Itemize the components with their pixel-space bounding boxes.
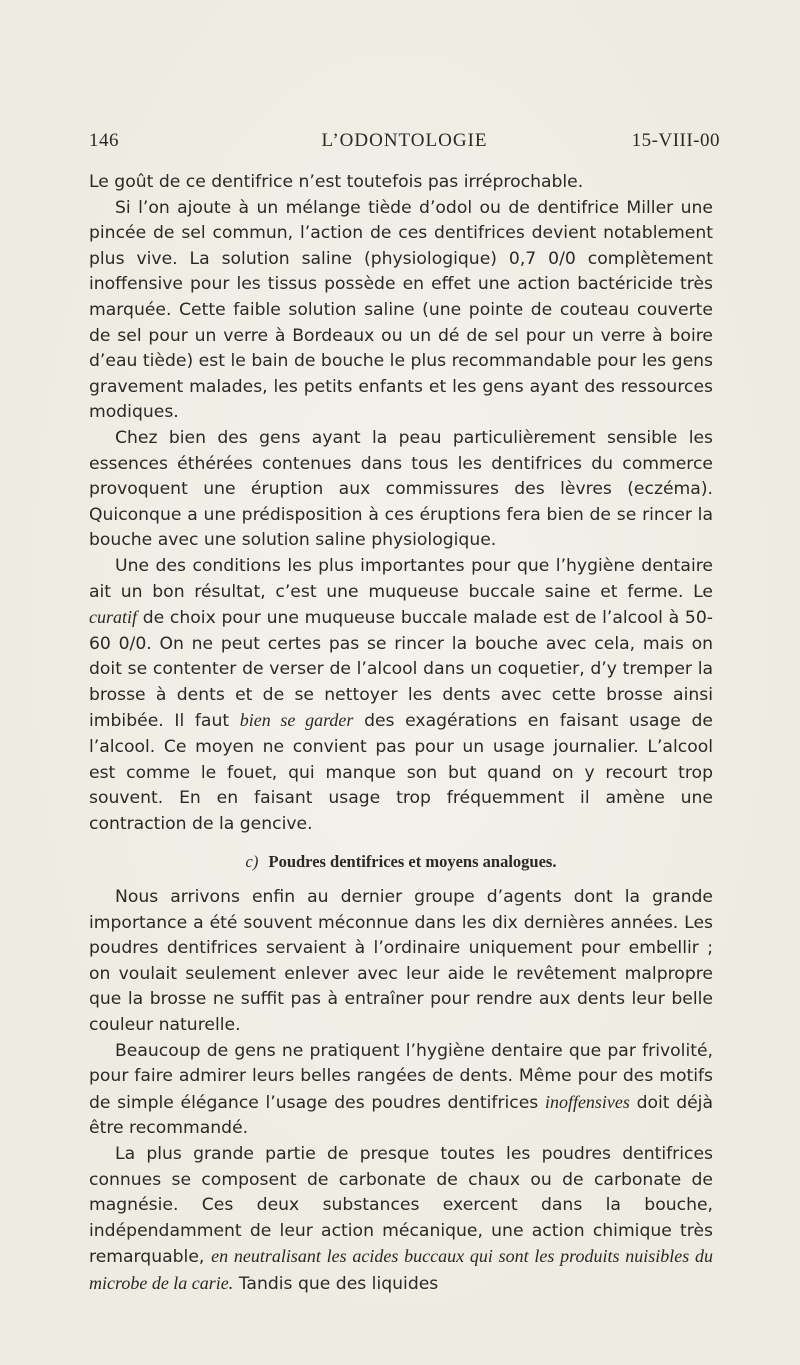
section-heading [89, 849, 713, 875]
paragraph [89, 554, 713, 838]
text-run: Une des conditions les plus importantes pour que l’hygiène dentaire ait un bon résultat, c’est une muqueuse buccale saine et ferme. Le [89, 555, 713, 602]
running-title: L’ODONTOLOGIE [321, 130, 488, 151]
italic-term: en neutralisant les acides buccaux qui sont les produits nuisibles du microbe de la carie. [89, 1246, 713, 1293]
page-number: 146 [89, 130, 119, 151]
section-title: Poudres dentifrices et moyens analogues. [268, 852, 557, 872]
text-run: des exagérations en faisant usage de l’alcool. Ce moyen ne convient pas pour un usage journalier. L’alcool est comme le fouet, qui manque son but quand on y recourt trop souvent. En en faisant usage trop fréquemment il amène une contraction de la gencive. [89, 711, 713, 834]
section-letter: c) [245, 852, 259, 872]
text-run: Beaucoup de gens ne pratiquent l’hygiène dentaire que par frivolité, pour faire admirer leurs belles rangées de dents. Même pour des motifs de simple élégance l’usage des poudres dentifrices [89, 1040, 713, 1113]
paragraph [89, 1142, 713, 1298]
issue-date: 15-VIII-00 [631, 130, 720, 151]
text-run: La plus grande partie de presque toutes les poudres dentifrices connues se composent de carbonate de chaux ou de carbonate de magnésie. Ces deux substances exercent dans la bouche, indépendamment de leur action mécanique, une action chimique très remarquable, [89, 1143, 713, 1268]
paragraph: Le goût de ce dentifrice n’est toutefois pas irréprochable. [89, 172, 584, 192]
italic-term: bien se garder [239, 710, 354, 731]
text-run: doit déjà être recommandé. [89, 1092, 713, 1139]
paragraph: Chez bien des gens ayant la peau particulièrement sensible les essences éthérées contenues dans tous les dentifrices du commerce provoquent une éruption aux commissures des lèvres (eczéma). Quiconque a une prédisposition à ces éruptions fera bien de se rincer la bouche avec une solution saline physiologique. [89, 427, 713, 551]
italic-term: curatif [89, 607, 137, 628]
text-run: Tandis que des liquides [233, 1273, 439, 1294]
body-text [89, 170, 713, 1298]
paragraph [89, 1039, 713, 1142]
text-run: de choix pour une muqueuse buccale malade est de l’alcool à 50-60 0/0. On ne peut certes pas se rincer la bouche avec cela, mais on doit se contenter de verser de l’alcool dans un coquetier, d’y tremper la brosse à dents et de se nettoyer les dents avec cette brosse ainsi imbibée. Il faut [89, 608, 713, 732]
italic-term: inoffensives [544, 1091, 630, 1112]
paragraph: Nous arrivons enfin au dernier groupe d’agents dont la grande importance a été souvent méconnue dans les dix dernières années. Les poudres dentifrices servaient à l’ordinaire uniquement pour embellir ; on voulait seulement enlever avec leur aide le revêtement malpropre que la brosse ne suffit pas à entraîner pour rendre aux dents leur belle couleur naturelle. [89, 887, 713, 1035]
running-header [89, 130, 720, 160]
paragraph: Si l’on ajoute à un mélange tiède d’odol ou de dentifrice Miller une pincée de sel commun, l’action de ces dentifrices devient notablement plus vive. La solution saline (physiologique) 0,7 0/0 complètement inoffensive pour les tissus possède en effet une action bactéricide très marquée. Cette faible solution saline (une pointe de couteau couverte de sel pour un verre à Bordeaux ou un dé de sel pour un verre à boire d’eau tiède) est le bain de bouche le plus recommandable pour les gens gravement malades, les petits enfants et les gens ayant des ressources modiques. [89, 197, 713, 423]
